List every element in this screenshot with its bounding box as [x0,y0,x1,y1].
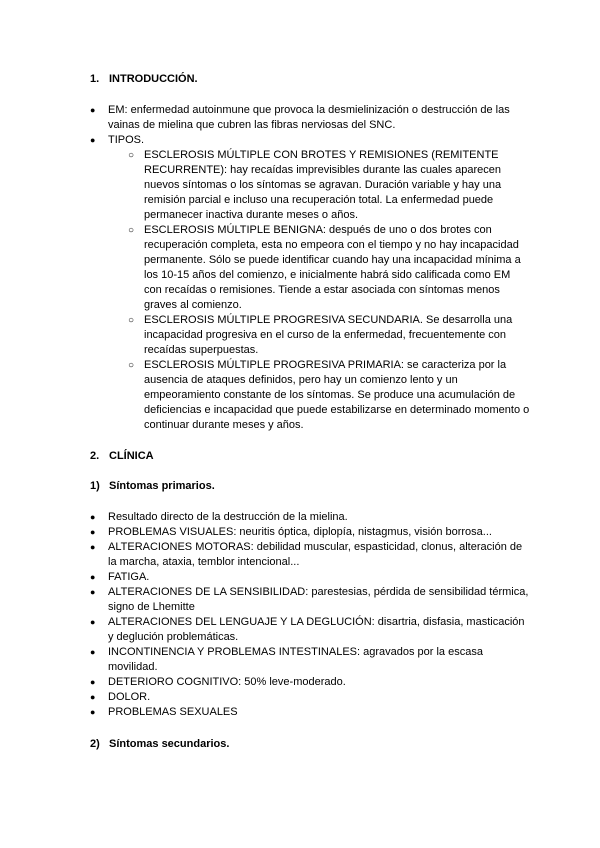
list-item-text: ALTERACIONES DE LA SENSIBILIDAD: parestesias, pérdida de sensibilidad térmica, signo de Lhemitte [108,586,529,613]
list-item-text: EM: enfermedad autoinmune que provoca la desmielinización o destrucción de las vainas de mielina que cubren las fibras nerviosas del SNC. [108,104,510,131]
list-item [90,540,530,570]
list-item [90,645,530,675]
section-title: INTRODUCCIÓN. [109,73,198,85]
sub-list-item-text: ○ ESCLEROSIS MÚLTIPLE PROGRESIVA SECUNDARIA. Se desarrolla una incapacidad progresiva en el curso de la enfermedad, frecuentemente con recaídas superpuestas. [144,314,513,356]
list-item [90,133,530,433]
section-title: CLÍNICA [109,450,154,462]
list-item-text: Resultado directo de la destrucción de la mielina. [108,511,348,523]
list-item-text: DOLOR. [108,691,151,703]
section-number: 2. [90,450,100,462]
subsection-number: 1) [90,480,100,492]
list-item [90,690,530,705]
intro-bullet-list [90,103,530,433]
list-item [90,615,530,645]
sub-list-item [108,223,530,313]
sub-list-item [108,358,530,433]
section-heading-introduccion [90,73,198,85]
sub-list-item [108,313,530,358]
section-number: 1. [90,73,100,85]
primarios-bullet-list [90,510,530,720]
list-item [90,585,530,615]
list-item [90,525,530,540]
list-item [90,675,530,690]
list-item-text: DETERIORO COGNITIVO: 50% leve-moderado. [108,676,346,688]
section-heading-clinica [90,450,154,462]
sub-list-item-text: ○ ESCLEROSIS MÚLTIPLE PROGRESIVA PRIMARIA: se caracteriza por la ausencia de ataques definidos, pero hay un comienzo lento y un empeoramiento constante de los síntomas. Se produce una acumulación de deficiencias e incapacidad que puede estabilizarse en determinado momento o continuar durante meses y años. [144,359,530,431]
subsection-number: 2) [90,738,100,750]
subsection-title: Síntomas secundarios. [109,738,230,750]
subsection-heading-secundarios [90,738,229,750]
subsection-title: Síntomas primarios. [109,480,215,492]
list-item-text: PROBLEMAS VISUALES: neuritis óptica, diplopía, nistagmus, visión borrosa... [108,526,492,538]
list-item [90,510,530,525]
list-item-text: ALTERACIONES DEL LENGUAJE Y LA DEGLUCIÓN: disartria, disfasia, masticación y deglución problemáticas. [108,616,525,643]
list-item-text: INCONTINENCIA Y PROBLEMAS INTESTINALES: agravados por la escasa movilidad. [108,646,483,673]
subsection-heading-primarios [90,480,215,492]
list-item-text: ALTERACIONES MOTORAS: debilidad muscular, espasticidad, clonus, alteración de la marcha, ataxia, temblor intencional... [108,541,523,568]
sub-list-item-text: ○ ESCLEROSIS MÚLTIPLE CON BROTES Y REMISIONES (REMITENTE RECURRENTE): hay recaídas imprevisibles durante las cuales aparecen nuevos síntomas o los síntomas se agravan. Duración variable y hay una remisión parcial e incluso una recuperación total. La enfermedad puede permanecer inactiva durante meses o años. [144,149,502,221]
list-item [90,705,530,720]
list-item [90,103,530,133]
list-item-text: PROBLEMAS SEXUALES [108,706,238,718]
sub-list-item-text: ○ ESCLEROSIS MÚLTIPLE BENIGNA: después de uno o dos brotes con recuperación completa, esta no empeora con el tiempo y no hay incapacidad permanente. Sólo se puede identificar cuando hay una incapacidad mínima a los 10-15 años del comienzo, e inicialmente habrá sido calificada como EM con recaídas o remisiones. Tiende a estar asociada con síntomas menos graves al comienzo. [144,224,521,311]
list-item [90,570,530,585]
tipos-sub-list [108,148,530,433]
list-item-text: FATIGA. [108,571,150,583]
sub-list-item [108,148,530,223]
list-item-text: TIPOS. [108,134,145,146]
